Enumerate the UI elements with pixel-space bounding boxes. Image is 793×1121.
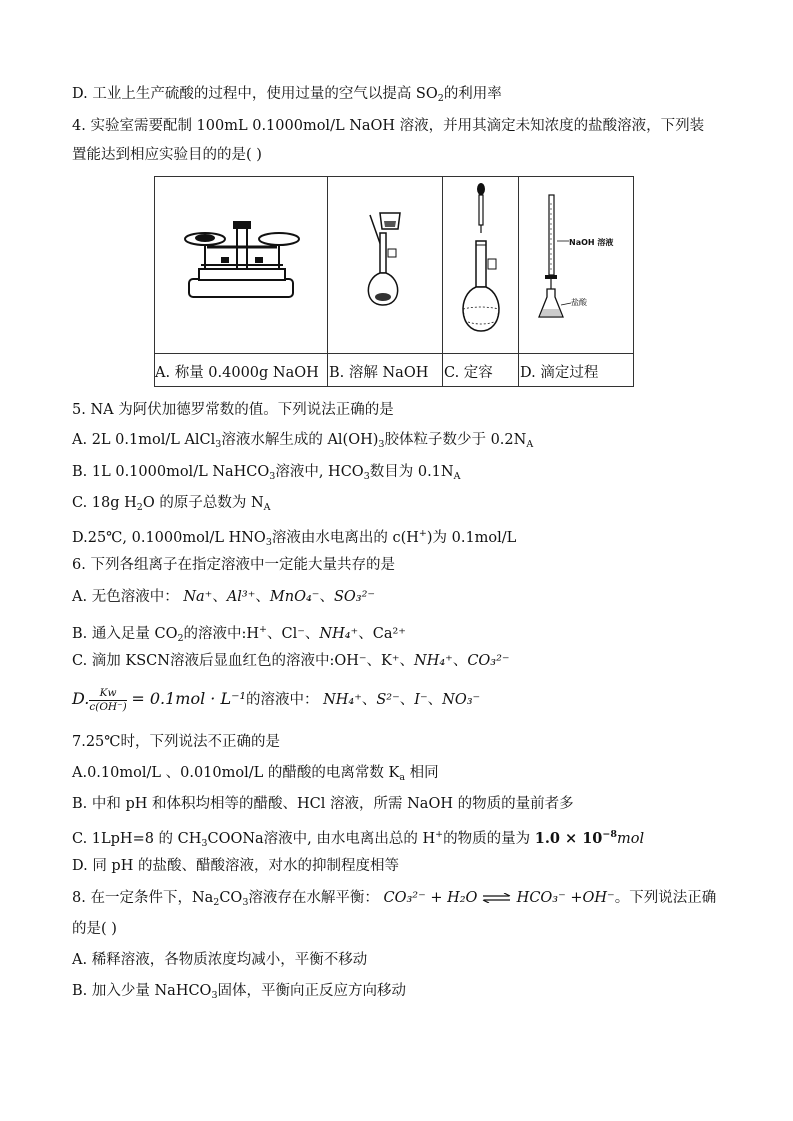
balance-icon bbox=[181, 217, 303, 301]
hcl-label: 盐酸 bbox=[571, 298, 587, 307]
q5-option-d: D.25℃, 0.1000mol/L $HNO_3$溶液由水电离出的 c(H+)为 0.1mol/L bbox=[72, 528, 517, 548]
q5-option-c: C. 18g $H_2O$ 的原子总数为 $N_A$ bbox=[72, 495, 271, 513]
q8-stem-line1: 8. 在一定条件下，$Na_2CO_3$溶液存在水解平衡： CO₃²⁻ + H₂O HCO₃⁻ +OH⁻。下列说法正确 bbox=[72, 890, 717, 908]
q8-option-b: B. 加入少量 NaHCO$_3$固体，平衡向正反应方向移动 bbox=[72, 983, 406, 1001]
q7-stem: 7.25℃时，下列说法不正确的是 bbox=[72, 734, 281, 750]
q4-stem-line2: 置能达到相应实验目的的是( ) bbox=[72, 147, 262, 163]
equilibrium-arrow-icon bbox=[482, 893, 512, 903]
q6-stem: 6. 下列各组离子在指定溶液中一定能大量共存的是 bbox=[72, 557, 395, 573]
q4-stem-line1: 4. 实验室需要配制 100mL 0.1000mol/L NaOH 溶液，并用其滴定未知浓度的盐酸溶液，下列装 bbox=[72, 118, 705, 134]
dropper-volumetric-flask-icon bbox=[457, 181, 507, 341]
q6-option-c: C. 滴加 KSCN溶液后显血红色的溶液中:OH⁻、K⁺、NH₄⁺、CO₃²⁻ bbox=[72, 653, 510, 669]
burette-titration-icon bbox=[535, 193, 625, 328]
caption-c: C. 定容 bbox=[444, 365, 493, 381]
caption-a: A. 称量 0.4000g NaOH bbox=[155, 365, 319, 381]
q7-option-c: C. 1LpH=8 的 $CH_3COONa$溶液中, 由水电离出总的 H+的物质的量为 $1.0 \times 10^{-8}mol$ bbox=[72, 829, 645, 849]
caption-d: D. 滴定过程 bbox=[520, 365, 599, 381]
q7-option-a: A.0.10mol/L 、0.010mol/L 的醋酸的电离常数 $K_a$ 相同 bbox=[72, 765, 439, 783]
q5-option-b: B. 1L 0.1000mol/L NaHCO$_3$溶液中, $HCO_3$数目为 $0.1N_A$ bbox=[72, 464, 461, 482]
q8-stem-line2: 的是( ) bbox=[72, 921, 117, 937]
q6-option-d: D. $\frac{Kw}{c(OH^-)}$ = 0.1mol · L⁻¹的溶液中： NH₄⁺、S²⁻、I⁻、NO₃⁻ bbox=[72, 686, 481, 713]
q5-stem: 5. NA 为阿伏加德罗常数的值。下列说法正确的是 bbox=[72, 402, 394, 418]
volumetric-flask-dissolving-icon bbox=[360, 209, 420, 309]
apparatus-table bbox=[154, 176, 634, 387]
q8-option-a: A. 稀释溶液，各物质浓度均减小，平衡不移动 bbox=[72, 952, 368, 968]
q5-option-a: A. 2L 0.1mol/L AlCl$_3$溶液水解生成的 $Al(OH)_3$胶体粒子数少于 $0.2N_A$ bbox=[72, 432, 534, 450]
q7-option-b: B. 中和 pH 和体积均相等的醋酸、HCl 溶液，所需 NaOH 的物质的量前者多 bbox=[72, 796, 574, 812]
naoh-solution-label: NaOH 溶液 bbox=[569, 238, 614, 247]
q6-option-b: B. 通入足量 $CO_2$的溶液中:H+、Cl⁻、NH₄⁺、Ca²⁺ bbox=[72, 624, 406, 644]
caption-b: B. 溶解 NaOH bbox=[329, 365, 429, 381]
q6-option-a: A. 无色溶液中： Na⁺、Al³⁺、MnO₄⁻、SO₃²⁻ bbox=[72, 589, 376, 605]
q7-option-d: D. 同 pH 的盐酸、醋酸溶液，对水的抑制程度相等 bbox=[72, 858, 399, 874]
q3-option-d: D. 工业上生产硫酸的过程中，使用过量的空气以提高 $SO_2$的利用率 bbox=[72, 86, 502, 104]
